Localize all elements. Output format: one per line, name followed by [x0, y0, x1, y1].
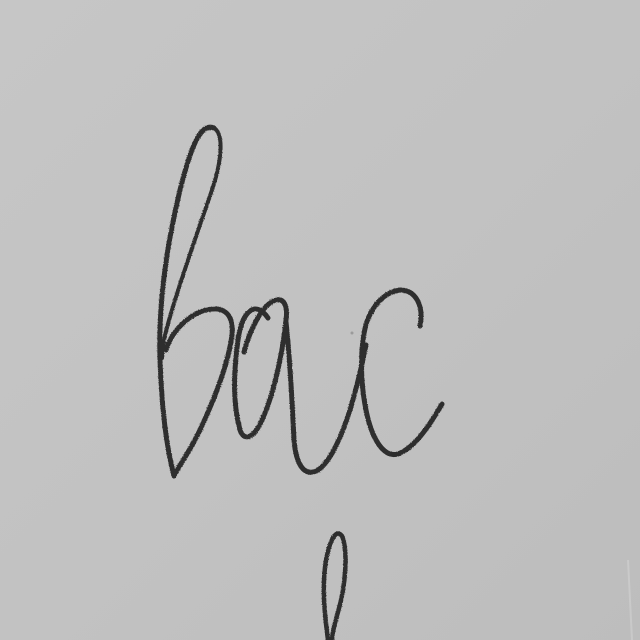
smudge-mark [351, 332, 354, 335]
